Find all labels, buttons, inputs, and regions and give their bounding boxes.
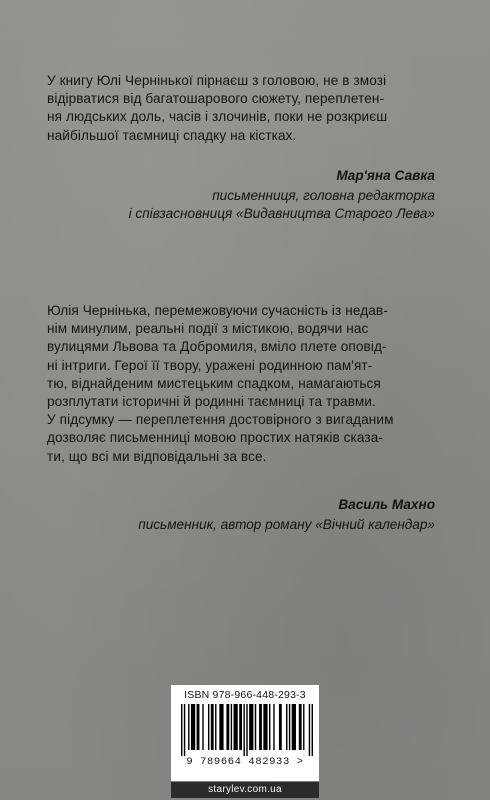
role-line: і співзасновниця «Видавництва Старого Лева» [128, 206, 435, 222]
barcode-bar [239, 704, 242, 750]
barcode-bar [243, 704, 244, 756]
quote-line: У підсумку — переплетення достовірного з вигаданим [47, 412, 394, 428]
quote-line: ні інтриги. Герої її твору, уражені родинною пам'ят- [47, 357, 373, 373]
barcode-bar [211, 704, 214, 750]
barcode-bar [202, 704, 203, 750]
barcode-bar [279, 704, 282, 750]
barcode-bar [231, 704, 232, 750]
quote-line: розплутати історичні й родинні таємниці та травми. [47, 394, 376, 410]
role-line: письменник, автор роману «Вічний календар» [138, 517, 435, 532]
review-author-1: Мар'яна Савка [336, 168, 435, 183]
barcode-bar [197, 704, 200, 750]
barcode-bar [292, 704, 296, 750]
barcode-bar [234, 704, 238, 750]
barcode-bar [246, 704, 247, 756]
barcode-bar [273, 704, 274, 750]
barcode-bar [286, 704, 287, 750]
quote-line: дозволяє письменниці мовою простих натяків сказа- [47, 430, 384, 446]
isbn-number: ISBN 978-966-448-293-3 [184, 689, 306, 701]
review-author-2-role [138, 516, 435, 534]
barcode-bar [263, 704, 267, 750]
barcode-bar [289, 704, 290, 750]
barcode-bar [181, 704, 182, 756]
barcode-bar [208, 704, 209, 750]
barcode-bar [255, 704, 256, 750]
quote-line: У книгу Юлі Чернінької пірнаєш з головою, не в змозі [47, 73, 387, 88]
quote-line: вулицями Львова та Добромиля, вміло плете оповід- [47, 339, 387, 355]
barcode-bar [309, 704, 310, 756]
quote-line: відірватися від багатошарового сюжету, переплетен- [47, 91, 385, 107]
quote-line: найбільшої таємниці спадку на кістках. [47, 127, 297, 143]
barcode-bar [219, 704, 223, 750]
quote-line: тю, віднайденим мистецьким спадком, намагаються [47, 375, 381, 391]
publisher-website: starylev.com.ua [171, 782, 319, 798]
quote-line: ти, що всі ми відповідальні за все. [47, 448, 267, 464]
barcode-bar [269, 704, 270, 750]
barcode-bar [249, 704, 253, 750]
isbn-barcode [171, 685, 319, 781]
barcode-bar [299, 704, 302, 750]
barcode-bar [188, 704, 189, 750]
quote-line: Юлія Чернінька, перемежовуючи сучасність із недав- [47, 303, 388, 318]
quote-line: ня людських доль, часів і злочинів, поки не розкриєш [47, 109, 388, 125]
barcode-bar [312, 704, 313, 756]
role-line: письменниця, головна редакторка [212, 188, 435, 203]
review-author-2: Василь Махно [338, 497, 435, 512]
quote-line: нім минулим, реальні події з містикою, водячи нас [47, 321, 369, 337]
barcode-bar [215, 704, 216, 750]
review-quote-2 [47, 302, 435, 466]
barcode-bar [226, 704, 229, 750]
barcode-bar [259, 704, 262, 750]
barcode-bar [191, 704, 195, 750]
barcode-bar [184, 704, 185, 756]
review-quote-1 [47, 72, 435, 145]
barcode-bars [181, 704, 313, 756]
barcode-digits: 9 789664 482933 > [186, 756, 304, 768]
review-author-1-role [129, 187, 435, 223]
barcode-bar [303, 704, 304, 750]
